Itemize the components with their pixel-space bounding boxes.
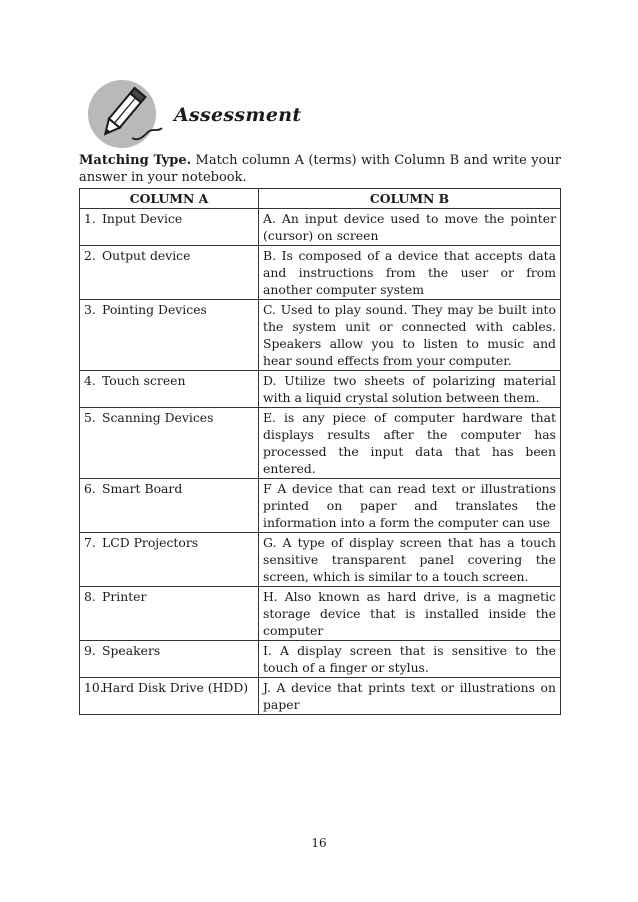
term-number: 10. bbox=[84, 680, 104, 695]
column-b-cell: C. Used to play sound. They may be built into the system unit or connected with cables. Speakers allow you to listen to music and hear sound effects from your computer. bbox=[259, 300, 561, 371]
table-row bbox=[80, 587, 561, 641]
term-label: Touch screen bbox=[102, 373, 186, 388]
table-row bbox=[80, 300, 561, 371]
term-label: LCD Projectors bbox=[102, 535, 199, 550]
table-row bbox=[80, 209, 561, 246]
instructions-lead: Matching Type. bbox=[79, 153, 192, 168]
column-b-cell: F A device that can read text or illustrations printed on paper and translates the information into a form the computer can use bbox=[259, 479, 561, 533]
term-label: Output device bbox=[102, 248, 191, 263]
term-number: 7. bbox=[84, 535, 96, 550]
table-row bbox=[80, 246, 561, 300]
term-label: Speakers bbox=[102, 643, 161, 658]
column-a-cell bbox=[80, 641, 259, 678]
column-a-cell bbox=[80, 587, 259, 641]
column-b-cell: A. An input device used to move the pointer (cursor) on screen bbox=[259, 209, 561, 246]
column-a-cell bbox=[80, 533, 259, 587]
column-a-cell bbox=[80, 246, 259, 300]
matching-table bbox=[79, 188, 561, 715]
column-b-header: COLUMN B bbox=[259, 189, 561, 209]
term-number: 3. bbox=[84, 302, 96, 317]
term-number: 1. bbox=[84, 211, 96, 226]
column-a-cell bbox=[80, 479, 259, 533]
column-b-cell: J. A device that prints text or illustrations on paper bbox=[259, 678, 561, 715]
table-header-row bbox=[80, 189, 561, 209]
term-label: Pointing Devices bbox=[102, 302, 207, 317]
table-row bbox=[80, 408, 561, 479]
page-number: 16 bbox=[311, 836, 327, 850]
column-a-cell bbox=[80, 678, 259, 715]
term-number: 6. bbox=[84, 481, 96, 496]
term-label: Printer bbox=[102, 589, 147, 604]
column-a-header: COLUMN A bbox=[80, 189, 259, 209]
term-number: 9. bbox=[84, 643, 96, 658]
assessment-header bbox=[88, 80, 388, 150]
column-b-cell: B. Is composed of a device that accepts data and instructions from the user or from another computer system bbox=[259, 246, 561, 300]
term-label: Scanning Devices bbox=[102, 410, 214, 425]
term-number: 8. bbox=[84, 589, 96, 604]
term-label: Input Device bbox=[102, 211, 183, 226]
pencil-icon bbox=[88, 80, 156, 148]
column-a-cell bbox=[80, 209, 259, 246]
column-b-cell: E. is any piece of computer hardware that displays results after the computer has processed the input data that has been entered. bbox=[259, 408, 561, 479]
column-a-cell bbox=[80, 408, 259, 479]
instructions-text: Match column A (terms) with Column B and write your answer in your notebook. bbox=[79, 153, 561, 185]
column-b-cell: D. Utilize two sheets of polarizing material with a liquid crystal solution between them. bbox=[259, 371, 561, 408]
term-number: 4. bbox=[84, 373, 96, 388]
table-row bbox=[80, 371, 561, 408]
column-a-cell bbox=[80, 300, 259, 371]
term-number: 5. bbox=[84, 410, 96, 425]
term-label: Hard Disk Drive (HDD) bbox=[102, 680, 249, 695]
table-row bbox=[80, 641, 561, 678]
column-b-cell: G. A type of display screen that has a touch sensitive transparent panel covering the screen, which is similar to a touch screen. bbox=[259, 533, 561, 587]
term-label: Smart Board bbox=[102, 481, 183, 496]
page-title: Assessment bbox=[174, 104, 302, 126]
column-b-cell: I. A display screen that is sensitive to the touch of a finger or stylus. bbox=[259, 641, 561, 678]
instructions bbox=[79, 152, 561, 186]
table-row bbox=[80, 678, 561, 715]
term-number: 2. bbox=[84, 248, 96, 263]
table-row bbox=[80, 479, 561, 533]
column-b-cell: H. Also known as hard drive, is a magnetic storage device that is installed inside the computer bbox=[259, 587, 561, 641]
column-a-cell bbox=[80, 371, 259, 408]
table-row bbox=[80, 533, 561, 587]
